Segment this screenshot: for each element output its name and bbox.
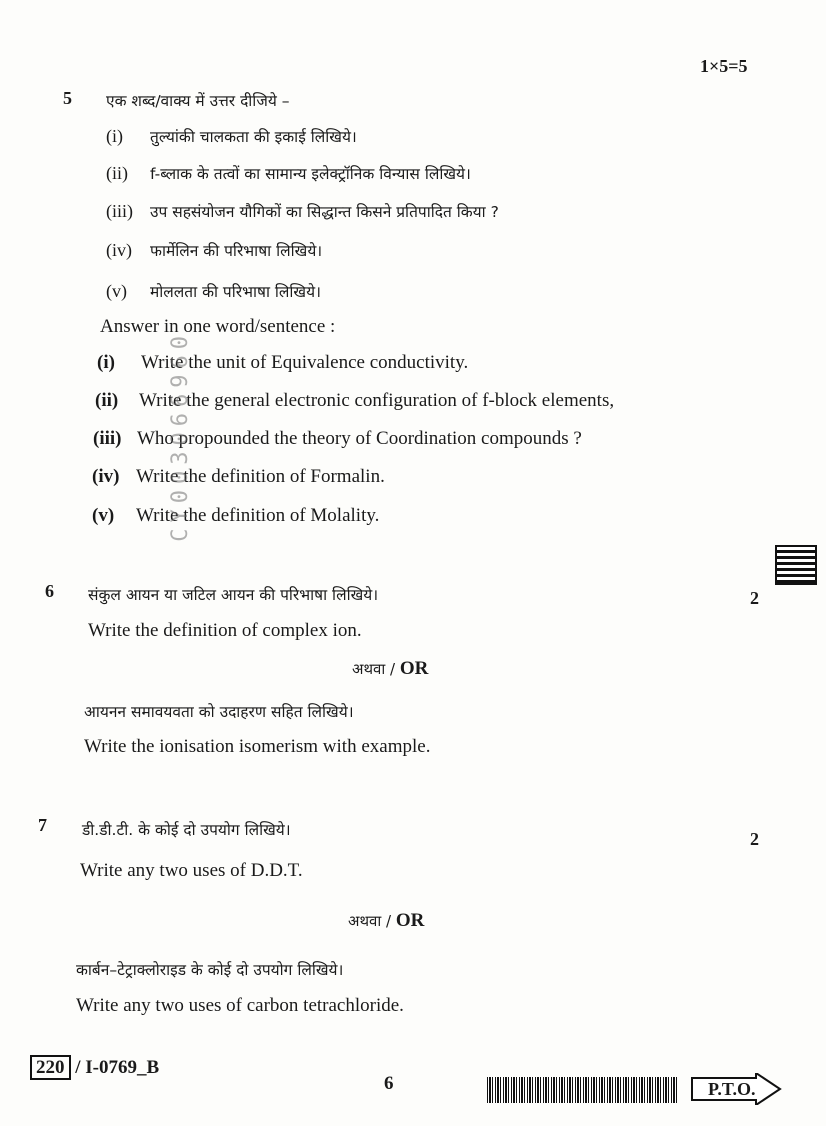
list-item (106, 125, 357, 147)
page-number: 6 (384, 1073, 394, 1094)
item-number: (i) (97, 352, 115, 373)
item-text: मोललता की परिभाषा लिखिये। (150, 283, 321, 301)
or-separator: अथवा / OR (348, 910, 425, 931)
item-text: तुल्यांकी चालकता की इकाई लिखिये। (150, 128, 357, 146)
question-text-english: Write the definition of complex ion. (88, 620, 362, 641)
list-item (93, 428, 582, 450)
item-number: (iv) (92, 466, 120, 487)
instruction-english: Answer in one word/sentence : (100, 316, 336, 337)
instruction-hindi: एक शब्द/वाक्य में उत्तर दीजिये – (106, 92, 290, 110)
or-separator: अथवा / OR (352, 658, 429, 679)
question-text-english: Write any two uses of D.D.T. (80, 860, 303, 881)
list-item (92, 505, 379, 527)
item-number: (iii) (106, 201, 133, 221)
item-number: (iv) (106, 240, 132, 260)
question-number: 5 (63, 88, 72, 108)
question-number: 6 (45, 581, 54, 601)
item-number: (i) (106, 126, 123, 146)
item-text: Who propounded the theory of Coordination compounds ? (137, 428, 582, 449)
item-text: f-ब्लाक के तत्वों का सामान्य इलेक्ट्रॉनिक विन्यास लिखिये। (150, 165, 471, 183)
item-number: (v) (92, 505, 115, 526)
item-text: फार्मेलिन की परिभाषा लिखिये। (150, 242, 323, 260)
alternative-text-english: Write the ionisation isomerism with example. (84, 736, 431, 757)
list-item (97, 352, 468, 374)
item-number: (iii) (93, 428, 122, 449)
item-text: Write the definition of Molality. (136, 505, 380, 526)
qr-code-icon (775, 545, 817, 585)
list-item (106, 162, 471, 184)
question-text-hindi: डी.डी.टी. के कोई दो उपयोग लिखिये। (82, 821, 291, 839)
list-item (106, 200, 499, 222)
item-number: (ii) (106, 163, 128, 183)
item-number: (ii) (95, 390, 119, 411)
paper-code-box: 220 (30, 1055, 71, 1080)
marks-formula: 1×5=5 (700, 56, 748, 76)
question-text-hindi: संकुल आयन या जटिल आयन की परिभाषा लिखिये। (88, 586, 379, 604)
paper-code (30, 1057, 159, 1079)
item-number: (v) (106, 281, 127, 301)
alternative-text-hindi: कार्बन–टेट्राक्लोराइड के कोई दो उपयोग लिखिये। (76, 961, 344, 979)
paper-code-suffix: / I-0769_B (75, 1057, 160, 1078)
list-item (106, 280, 321, 302)
item-text: Write the definition of Formalin. (136, 466, 385, 487)
pto-label: P.T.O. (708, 1079, 756, 1099)
alternative-text-hindi: आयनन समावयवता को उदाहरण सहित लिखिये। (84, 703, 354, 721)
barcode-icon (487, 1077, 677, 1103)
question-marks: 2 (750, 829, 759, 849)
item-text: उप सहसंयोजन यौगिकों का सिद्धान्त किसने प्रतिपादित किया ? (150, 203, 499, 221)
list-item (92, 466, 385, 488)
item-text: Write the unit of Equivalence conductivity. (141, 352, 469, 373)
list-item (106, 239, 322, 261)
question-marks: 2 (750, 588, 759, 608)
question-number: 7 (38, 815, 47, 835)
watermark: CY003066960 (168, 330, 193, 542)
alternative-text-english: Write any two uses of carbon tetrachloride. (76, 995, 404, 1016)
item-text: Write the general electronic configuration of f-block elements, (139, 390, 615, 411)
